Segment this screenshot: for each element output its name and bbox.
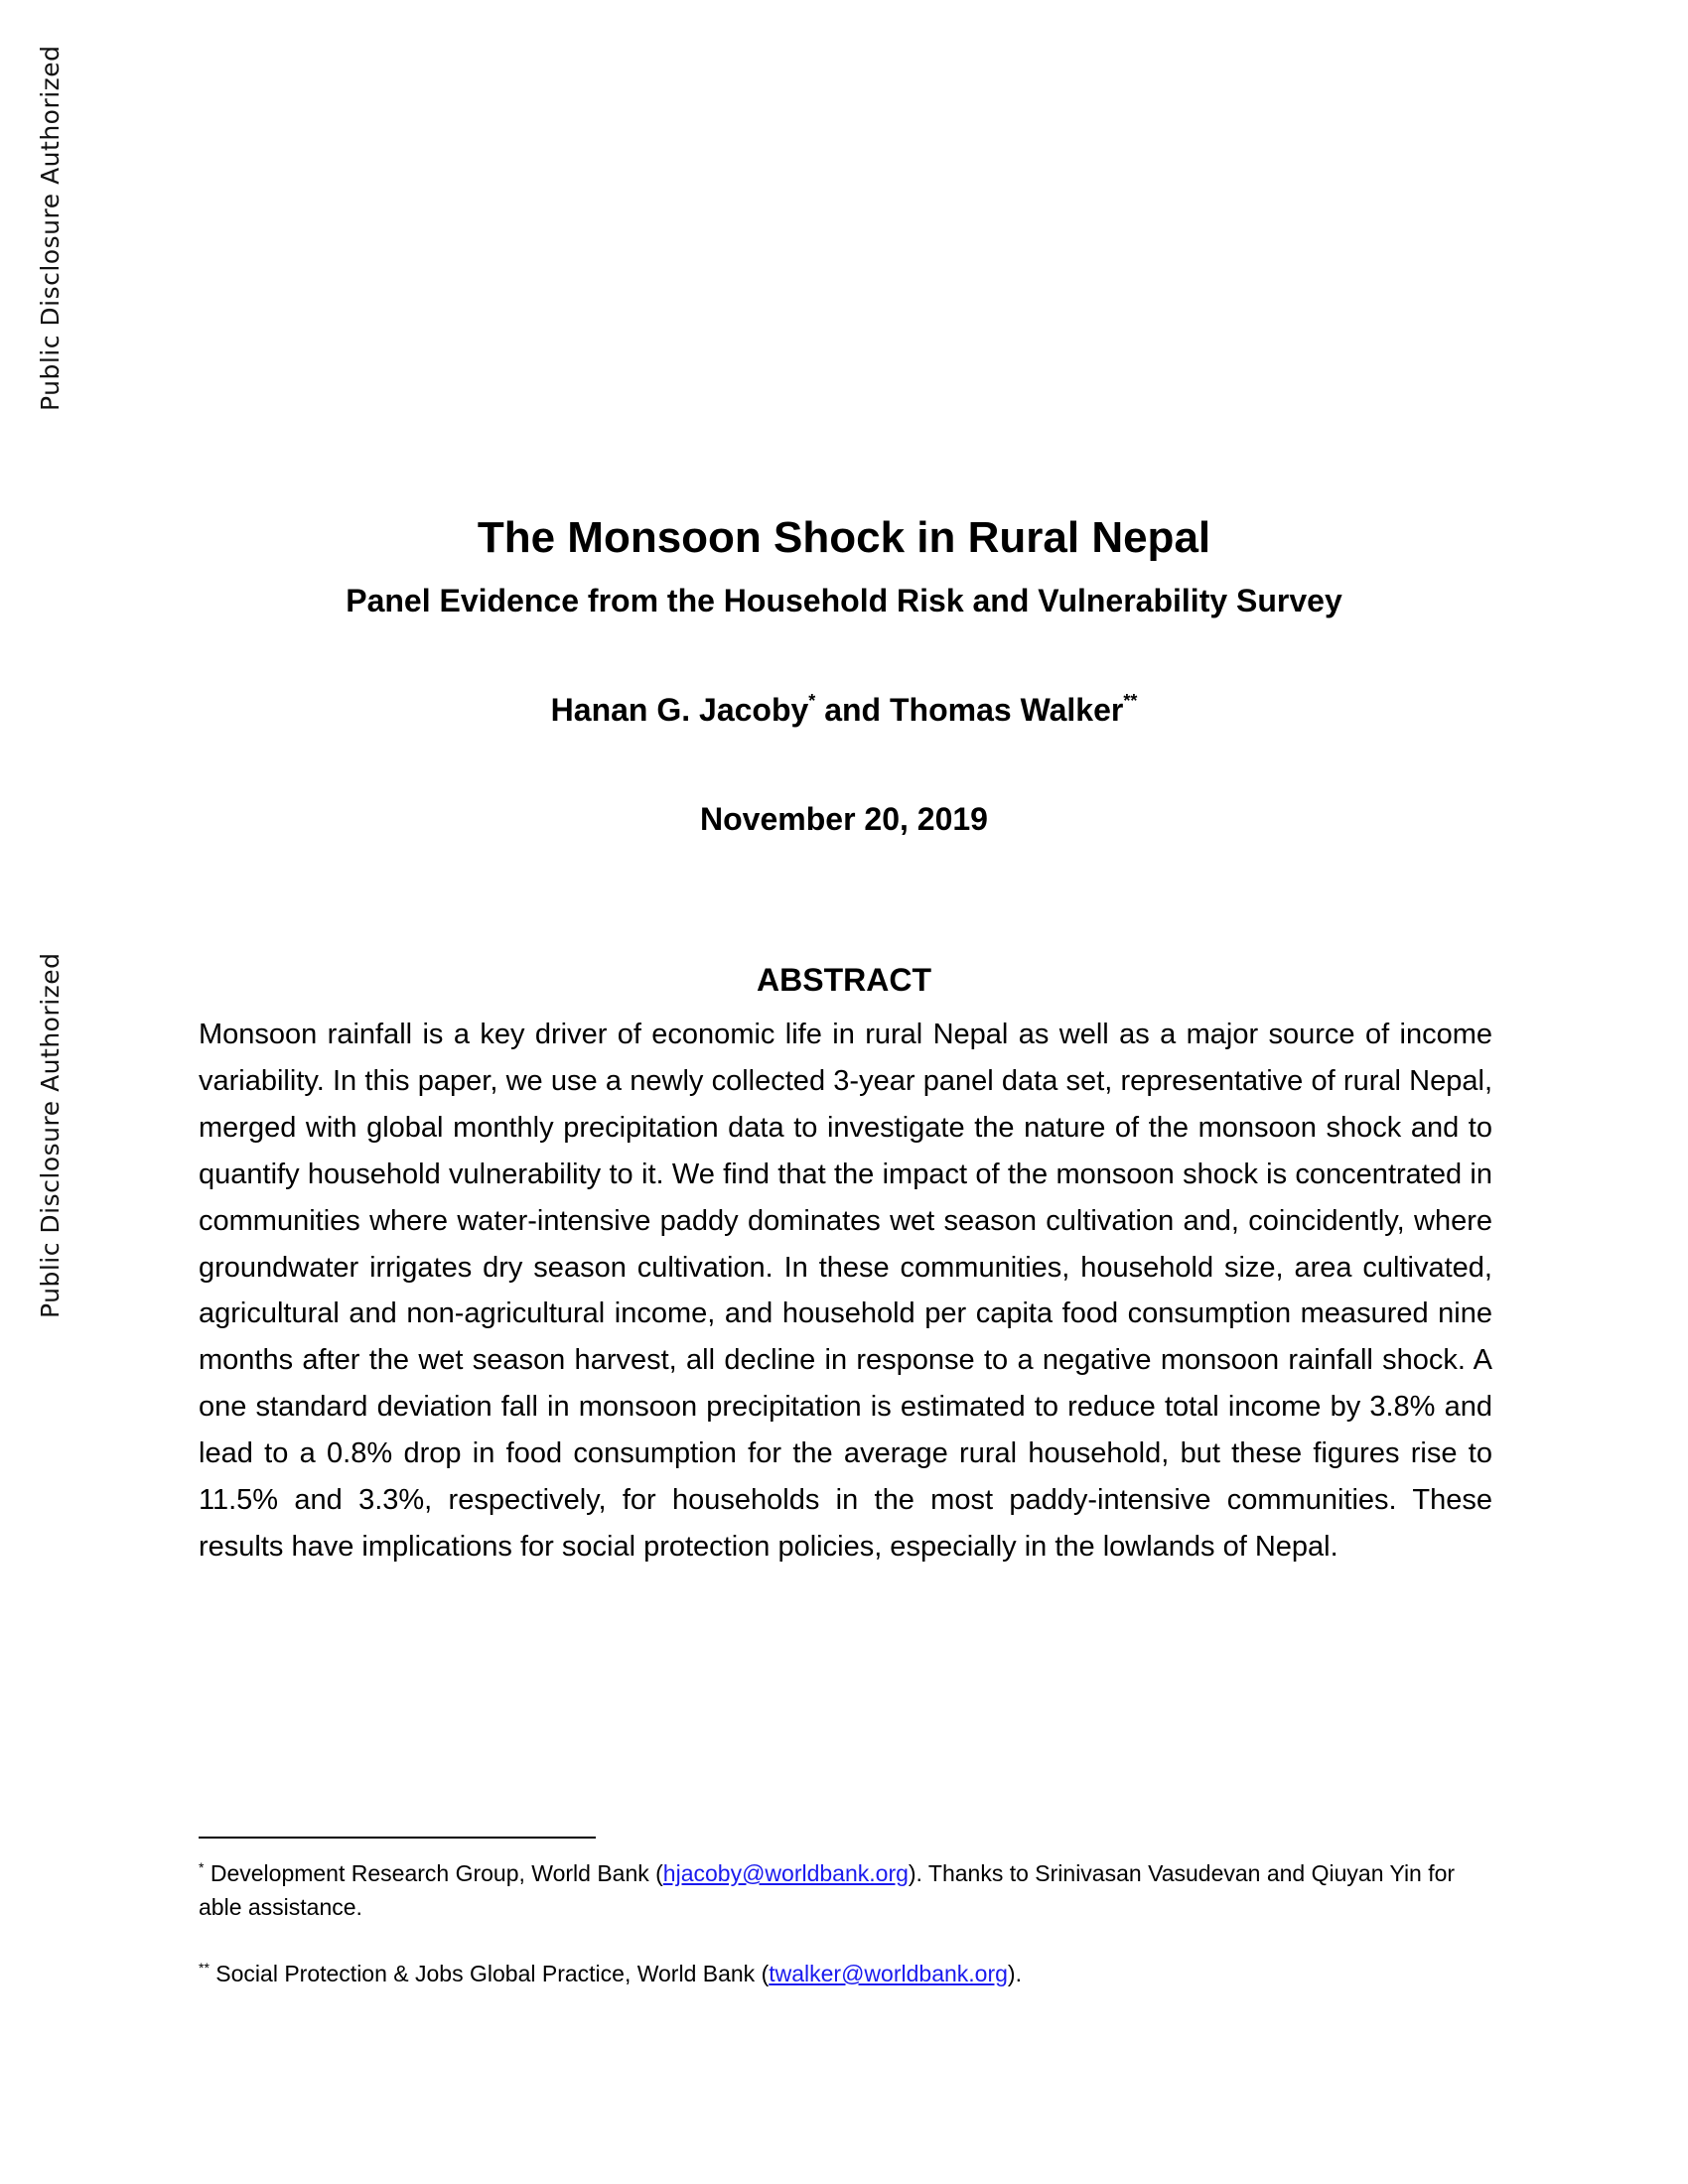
author-joiner: and	[824, 692, 882, 728]
public-disclosure-stamp-top: Public Disclosure Authorized	[36, 45, 65, 411]
footnote-text: ).	[1007, 1961, 1022, 1986]
footnote-marker: **	[199, 1960, 210, 1976]
footnote-text: Development Research Group, World Bank (	[204, 1860, 663, 1886]
email-link[interactable]: twalker@worldbank.org	[769, 1961, 1008, 1986]
email-link[interactable]: hjacoby@worldbank.org	[662, 1860, 909, 1886]
footnote-text: Social Protection & Jobs Global Practice, World Bank (	[209, 1961, 770, 1986]
paper-date: November 20, 2019	[700, 801, 988, 837]
author-name: Hanan G. Jacoby	[550, 692, 809, 728]
paper-title: The Monsoon Shock in Rural Nepal	[477, 513, 1211, 562]
abstract-heading: ABSTRACT	[757, 962, 931, 998]
public-disclosure-stamp-bottom: Public Disclosure Authorized	[36, 952, 65, 1318]
author-footnote-marker: *	[808, 691, 816, 711]
footnote-text: ). Thanks to Srinivasan Vasudevan and Qiuyan Yin for able assistance.	[199, 1860, 1456, 1920]
abstract-body: Monsoon rainfall is a key driver of economic life in rural Nepal as well as a major source of income variability. In this paper, we use a newly collected 3-year panel data set, representative of rural Nepal, merged with global monthly precipitation data to investigate the nature of the monsoon shock and to quantify household vulnerability to it. We find that the impact of the monsoon shock is concentrated in communities where water-intensive paddy dominates wet season cultivation and, coincidently, where groundwater irrigates dry season cultivation. In these communities, household size, area cultivated, agricultural and non-agricultural income, and household per capita food consumption measured nine months after the wet season harvest, all decline in response to a negative monsoon rainfall shock. A one standard deviation fall in monsoon precipitation is estimated to reduce total income by 3.8% and lead to a 0.8% drop in food consumption for the average rural household, but these figures rise to 11.5% and 3.3%, respectively, for households in the most paddy-intensive communities. These results have implications for social protection policies, especially in the lowlands of Nepal.	[199, 1019, 1492, 1563]
author-line	[0, 689, 1688, 731]
footnote-2	[199, 1957, 1489, 1990]
footnote-marker: *	[199, 1859, 205, 1875]
paper-subtitle: Panel Evidence from the Household Risk and Vulnerability Survey	[346, 583, 1342, 618]
author-footnote-marker: **	[1123, 691, 1138, 711]
footnote-separator	[199, 1837, 596, 1839]
footnote-1	[199, 1856, 1489, 1924]
author-name: Thomas Walker	[889, 692, 1124, 728]
